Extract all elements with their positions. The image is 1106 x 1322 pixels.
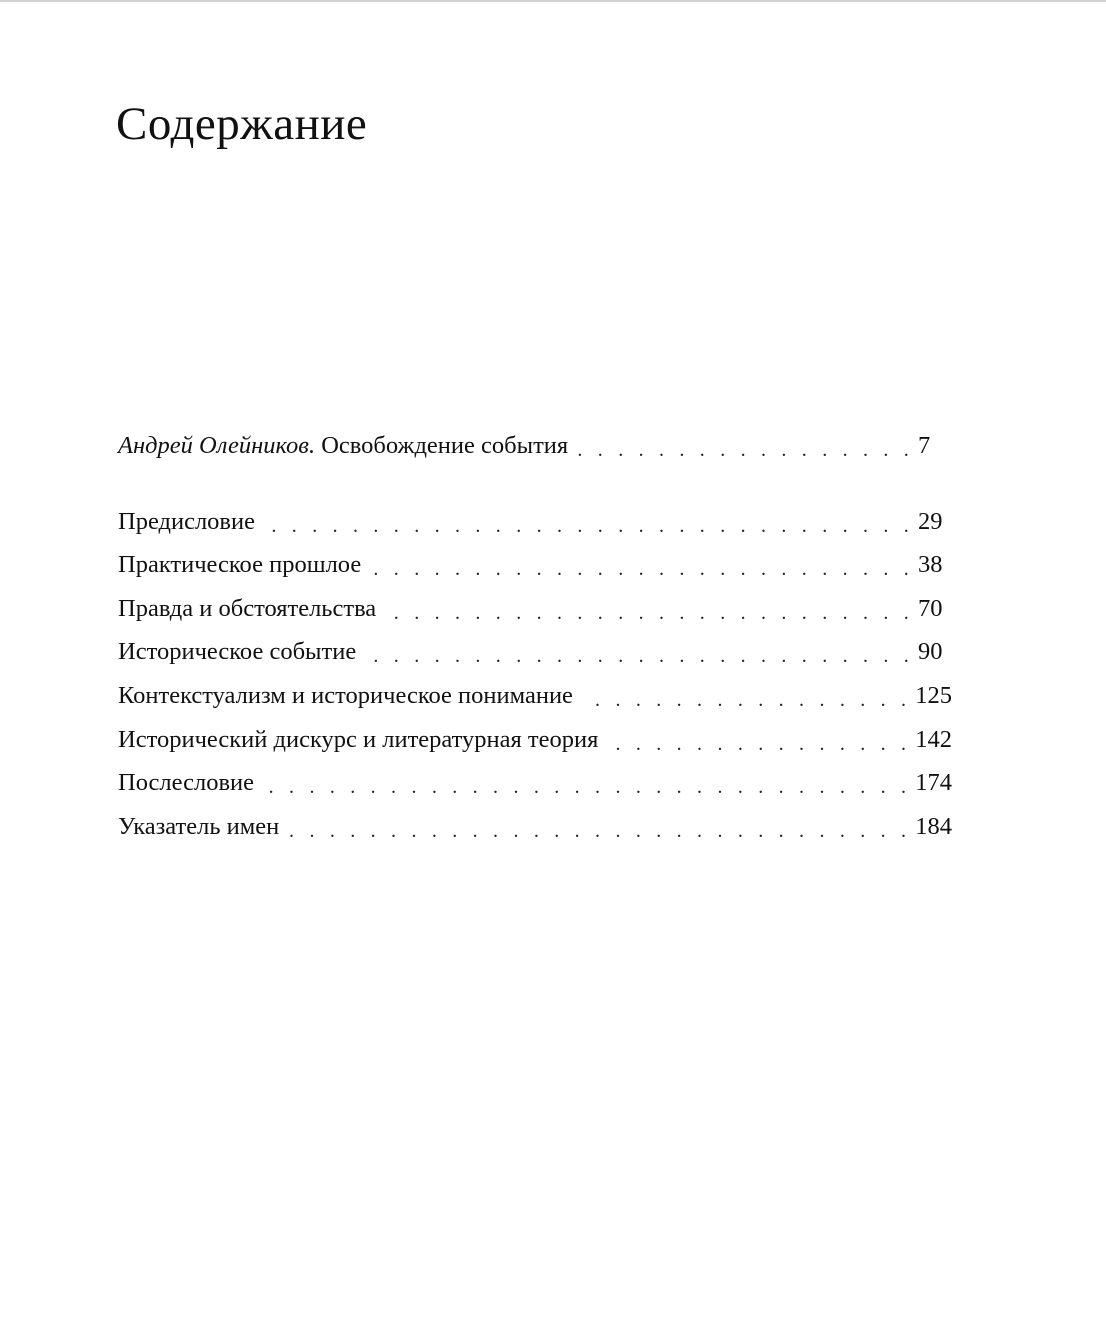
toc-page-number: 125 — [915, 681, 952, 709]
toc-entry-label: Послесловие — [118, 769, 255, 797]
toc-entry-practical-past[interactable] — [118, 543, 952, 587]
toc-entry-label: Практическое прошлое — [118, 551, 362, 579]
dot-leader — [261, 505, 914, 534]
toc-page-number: 38 — [918, 551, 943, 579]
toc-page-number: 29 — [918, 507, 943, 535]
toc-entry-title: Освобождение события — [321, 432, 569, 459]
dot-leader — [579, 679, 911, 708]
dot-leader — [574, 429, 914, 458]
toc-entry-label: Указатель имен — [118, 812, 280, 840]
dot-leader — [260, 766, 911, 795]
toc-entry-intro[interactable] — [118, 424, 952, 468]
dot-leader — [604, 723, 911, 752]
toc-entry-contextualism[interactable] — [118, 674, 952, 718]
top-border — [0, 0, 1106, 2]
toc-entry-afterword[interactable] — [118, 761, 952, 805]
toc-entry-name-index[interactable] — [118, 805, 952, 849]
table-of-contents — [118, 424, 952, 848]
toc-entry-label: Предисловие — [118, 507, 255, 535]
toc-entry-historical-event[interactable] — [118, 630, 952, 674]
dot-leader — [285, 810, 911, 839]
toc-entry-label — [118, 424, 568, 468]
toc-entry-label: Историческое событие — [118, 638, 357, 666]
dot-leader — [362, 635, 914, 664]
toc-page-number: 7 — [918, 432, 931, 459]
toc-page-number: 142 — [915, 725, 952, 753]
toc-entry-label: Исторический дискурс и литературная теория — [118, 725, 599, 753]
toc-page-number: 90 — [918, 638, 943, 666]
toc-entry-truth-circumstances[interactable] — [118, 587, 952, 631]
toc-entry-label: Контекстуализм и историческое понимание — [118, 681, 573, 709]
toc-page-number: 70 — [918, 594, 943, 622]
toc-entry-label: Правда и обстоятельства — [118, 594, 377, 622]
toc-entry-author: Андрей Олейников. — [118, 432, 316, 459]
dot-leader — [367, 548, 914, 577]
toc-entry-preface[interactable] — [118, 500, 952, 544]
toc-page-number: 184 — [915, 812, 952, 840]
page-title: Содержание — [116, 98, 368, 150]
dot-leader — [382, 592, 914, 621]
toc-entry-historical-discourse[interactable] — [118, 718, 952, 762]
toc-page-number: 174 — [915, 769, 952, 797]
